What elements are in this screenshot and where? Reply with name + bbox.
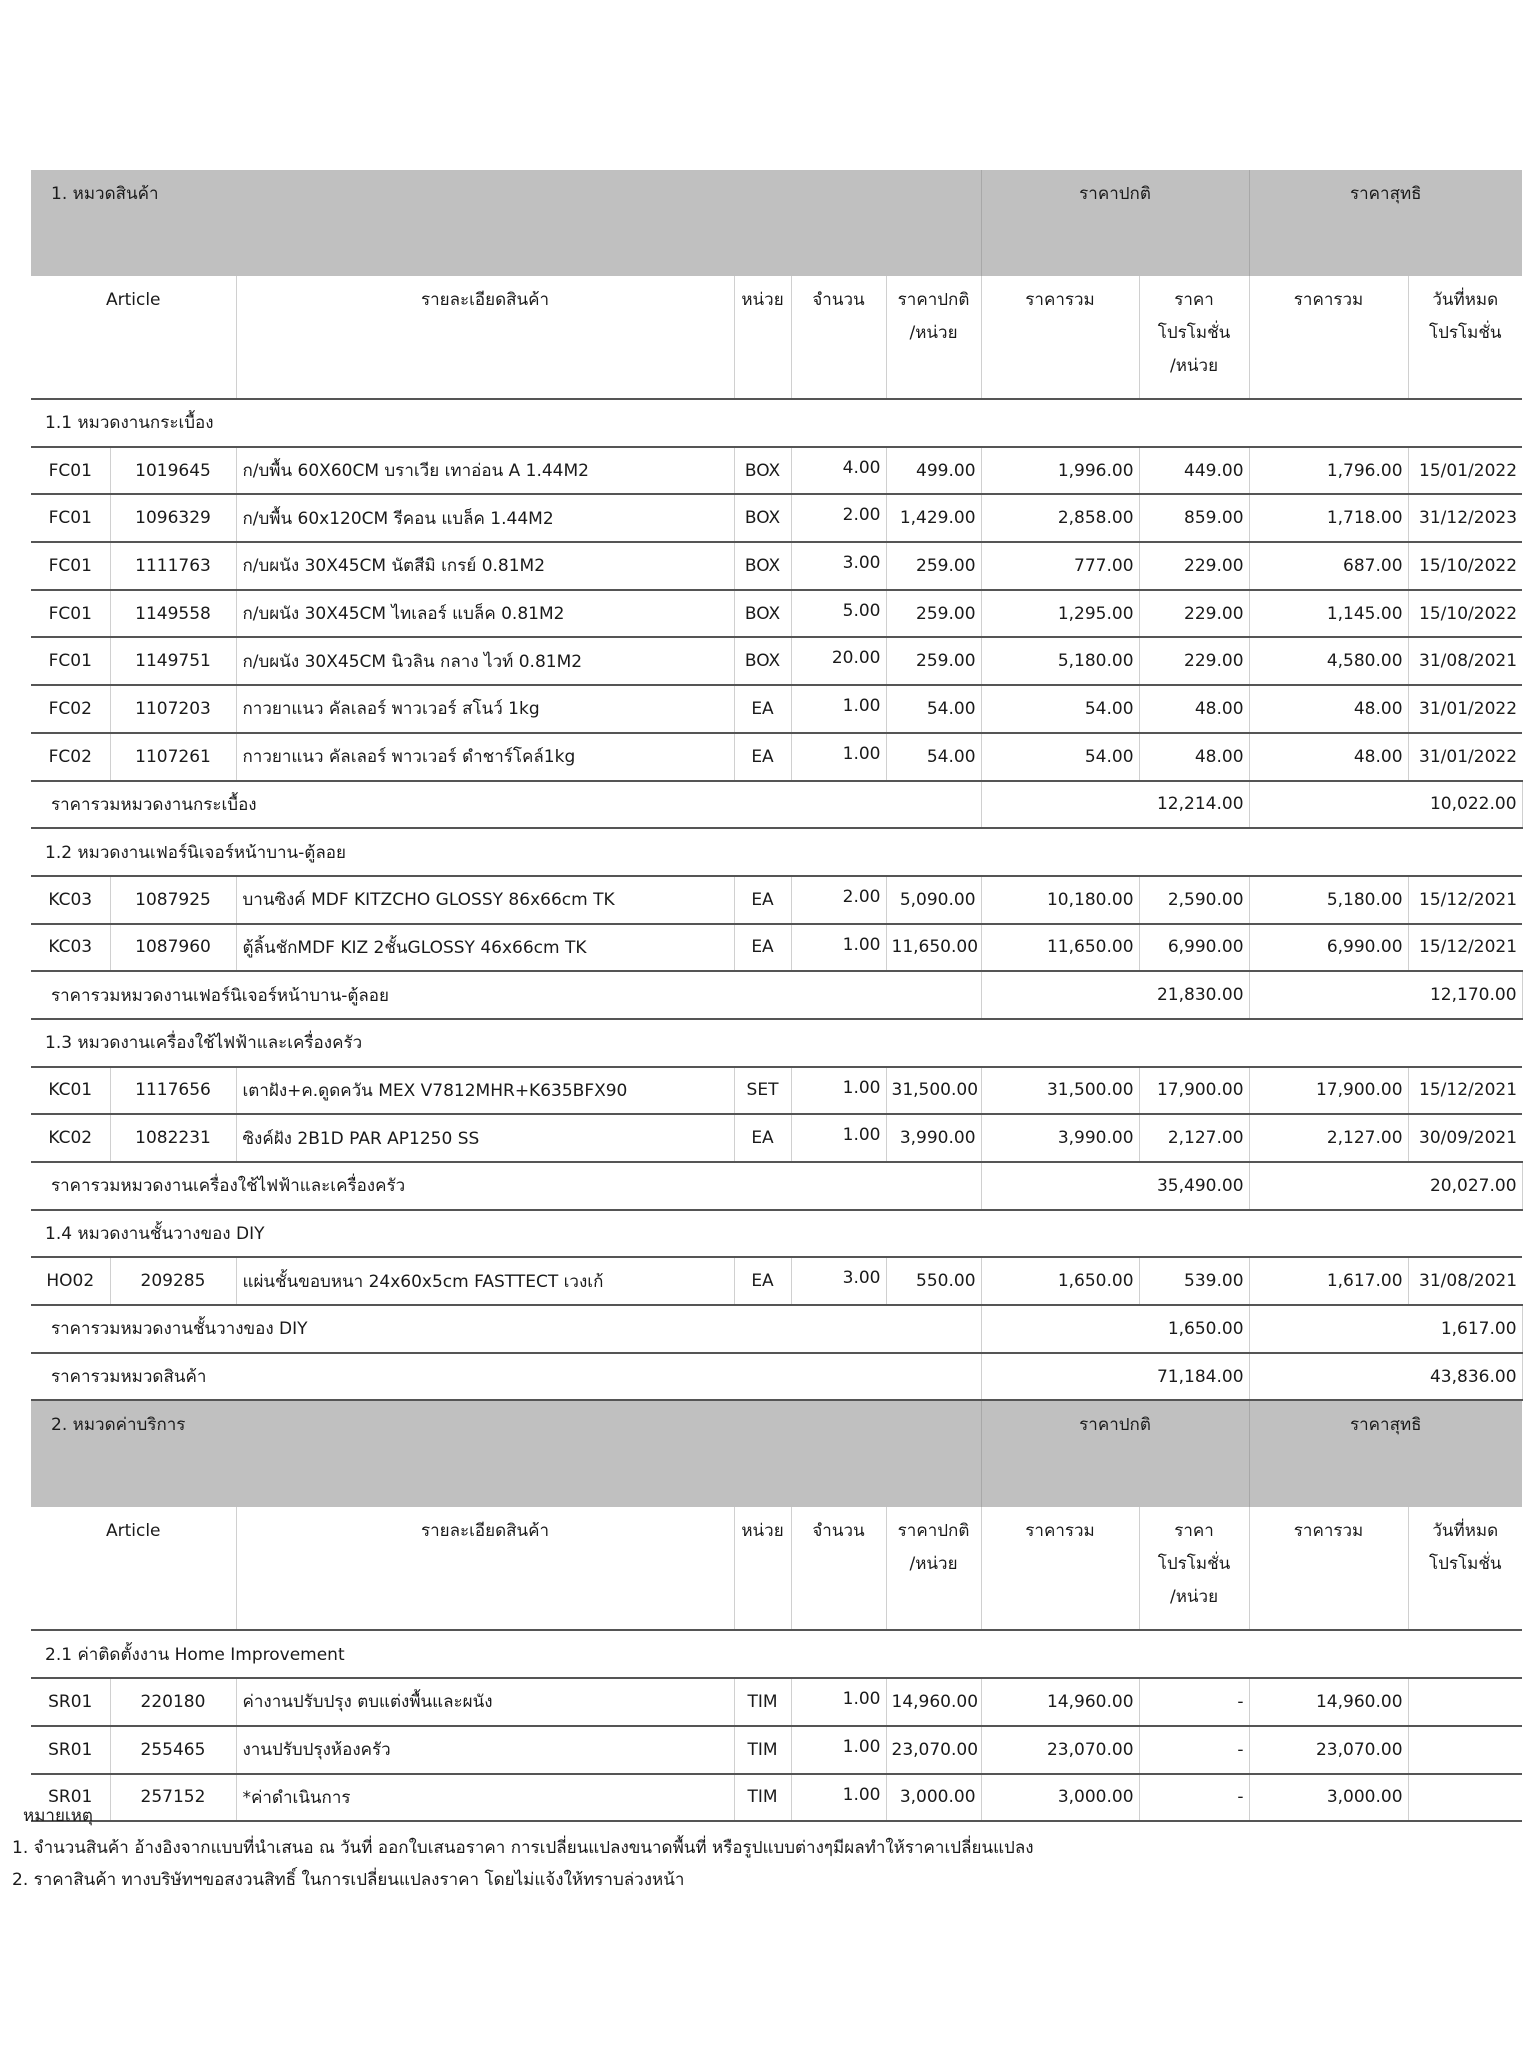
col-unit-price-text: /หน่วย (909, 323, 958, 343)
col-promo-end (1408, 1507, 1522, 1630)
item-article: 255465 (110, 1726, 236, 1774)
item-code: HO02 (31, 1257, 110, 1305)
item-description: ก/บพื้น 60x120CM รีคอน แบล็ค 1.44M2 (236, 494, 734, 542)
item-unit-price: 259.00 (886, 590, 981, 638)
col-promo-end-text: วันที่หมด (1432, 1521, 1499, 1542)
col-unit-price-text: ราคาปกติ (897, 1521, 970, 1542)
grand-total-label: ราคารวมหมวดสินค้า (31, 1353, 981, 1401)
col-quantity-text: จำนวน (812, 290, 865, 310)
subtotal-row (31, 1305, 1522, 1353)
item-promo-price: - (1139, 1678, 1249, 1726)
item-promo-price: - (1139, 1774, 1249, 1822)
item-description: งานปรับปรุงห้องครัว (236, 1726, 734, 1774)
item-net-total: 1,617.00 (1249, 1257, 1408, 1305)
section-header (31, 170, 1522, 276)
subgroup-header (31, 1630, 1522, 1678)
item-code: FC01 (31, 542, 110, 590)
grand-total-row (31, 1353, 1522, 1401)
item-total: 3,000.00 (981, 1774, 1139, 1822)
subgroup-header (31, 1019, 1522, 1067)
subgroup-header (31, 399, 1522, 447)
item-article: 1107261 (110, 733, 236, 781)
table-row (31, 542, 1522, 590)
item-unit-price: 259.00 (886, 542, 981, 590)
subtotal-row (31, 1162, 1522, 1210)
col-unit-price-text: /หน่วย (909, 1554, 958, 1575)
item-net-total: 48.00 (1249, 685, 1408, 733)
quotation-table (31, 170, 1522, 1822)
item-description: แผ่นชั้นขอบหนา 24x60x5cm FASTTECT เวงเก้ (236, 1257, 734, 1305)
item-total: 54.00 (981, 685, 1139, 733)
item-unit: BOX (734, 542, 791, 590)
item-code: KC03 (31, 876, 110, 924)
item-promo-price: 229.00 (1139, 637, 1249, 685)
item-promo-price: 17,900.00 (1139, 1067, 1249, 1115)
item-unit-price: 54.00 (886, 733, 981, 781)
item-promo-end (1408, 1678, 1522, 1726)
item-unit: EA (734, 876, 791, 924)
table-row (31, 1257, 1522, 1305)
col-quantity-text: จำนวน (812, 1521, 865, 1542)
item-unit: SET (734, 1067, 791, 1115)
item-quantity: 2.00 (791, 494, 886, 542)
col-promo-end-text: โปรโมชั่น (1428, 323, 1502, 343)
item-quantity: 1.00 (791, 1774, 886, 1822)
section-title: 2. หมวดค่าบริการ (31, 1400, 981, 1507)
item-unit: EA (734, 1114, 791, 1162)
subgroup-title: 1.4 หมวดงานชั้นวางของ DIY (31, 1210, 1522, 1258)
item-unit-price: 1,429.00 (886, 494, 981, 542)
item-promo-end: 15/12/2021 (1408, 876, 1522, 924)
item-code: FC02 (31, 685, 110, 733)
item-total: 3,990.00 (981, 1114, 1139, 1162)
item-quantity: 5.00 (791, 590, 886, 638)
item-description: กาวยาแนว คัลเลอร์ พาวเวอร์ สโนว์ 1kg (236, 685, 734, 733)
item-code: KC01 (31, 1067, 110, 1115)
note-line: 2. ราคาสินค้า ทางบริษัทฯขอสงวนสิทธิ์ ในการเปลี่ยนแปลงราคา โดยไม่แจ้งให้ทราบล่วงหน้า (12, 1870, 685, 1890)
item-description: ก/บผนัง 30X45CM นิวลิน กลาง ไวท์ 0.81M2 (236, 637, 734, 685)
col-total-text: ราคารวม (1025, 290, 1095, 310)
item-article: 1107203 (110, 685, 236, 733)
subtotal-net: 1,617.00 (1249, 1305, 1522, 1353)
item-promo-price: 449.00 (1139, 447, 1249, 495)
item-description: ซิงค์ฝัง 2B1D PAR AP1250 SS (236, 1114, 734, 1162)
notes-title: หมายเหตุ (23, 1806, 93, 1826)
table-row (31, 1114, 1522, 1162)
col-description (236, 1507, 734, 1630)
subtotal-label: ราคารวมหมวดงานกระเบื้อง (31, 781, 981, 829)
item-description: ตู้ลิ้นชักMDF KIZ 2ชั้นGLOSSY 46x66cm TK (236, 924, 734, 972)
subtotal-normal: 1,650.00 (981, 1305, 1249, 1353)
item-total: 2,858.00 (981, 494, 1139, 542)
item-total: 54.00 (981, 733, 1139, 781)
notes (0, 1800, 1536, 1896)
item-unit: EA (734, 685, 791, 733)
item-unit: TIM (734, 1726, 791, 1774)
item-code: FC01 (31, 447, 110, 495)
item-unit-price: 3,990.00 (886, 1114, 981, 1162)
item-net-total: 5,180.00 (1249, 876, 1408, 924)
col-promo-price-text: โปรโมชั่น (1157, 1554, 1231, 1575)
col-unit-price-text: ราคาปกติ (897, 290, 970, 310)
table-row (31, 494, 1522, 542)
col-net-total-text: ราคารวม (1293, 290, 1364, 310)
item-promo-end (1408, 1726, 1522, 1774)
table-row (31, 876, 1522, 924)
item-unit: BOX (734, 590, 791, 638)
item-article: 1149751 (110, 637, 236, 685)
item-promo-price: 48.00 (1139, 685, 1249, 733)
col-promo-price-text: /หน่วย (1169, 1587, 1219, 1608)
col-article-text: Article (105, 290, 161, 310)
net-price-group-header: ราคาสุทธิ (1249, 1400, 1522, 1507)
item-quantity: 1.00 (791, 924, 886, 972)
note-line: 1. จำนวนสินค้า อ้างอิงจากแบบที่นำเสนอ ณ วันที่ ออกใบเสนอราคา การเปลี่ยนแปลงขนาดพื้นที่ หรือรูปแบบต่างๆมีผลทำให้ราคาเปลี่ยนแปลง (12, 1838, 1034, 1858)
item-description: กาวยาแนว คัลเลอร์ พาวเวอร์ ดำชาร์โคล์1kg (236, 733, 734, 781)
section-header (31, 1400, 1522, 1507)
item-article: 1087960 (110, 924, 236, 972)
col-promo-price-text: ราคา (1174, 290, 1214, 310)
item-description: เตาฝัง+ค.ดูดควัน MEX V7812MHR+K635BFX90 (236, 1067, 734, 1115)
item-unit-price: 11,650.00 (886, 924, 981, 972)
col-promo-price-text: โปรโมชั่น (1157, 323, 1231, 343)
item-promo-end: 15/10/2022 (1408, 590, 1522, 638)
subgroup-title: 1.3 หมวดงานเครื่องใช้ไฟฟ้าและเครื่องครัว (31, 1019, 1522, 1067)
item-promo-price: 539.00 (1139, 1257, 1249, 1305)
normal-price-group-header: ราคาปกติ (981, 170, 1249, 276)
item-description: ค่างานปรับปรุง ตบแต่งพื้นและผนัง (236, 1678, 734, 1726)
col-promo-price-text: ราคา (1174, 1521, 1214, 1542)
col-total (981, 1507, 1139, 1630)
normal-price-group-header: ราคาปกติ (981, 1400, 1249, 1507)
item-unit: BOX (734, 637, 791, 685)
item-quantity: 1.00 (791, 1114, 886, 1162)
item-quantity: 1.00 (791, 1067, 886, 1115)
item-total: 5,180.00 (981, 637, 1139, 685)
grand-total-net: 43,836.00 (1249, 1353, 1522, 1401)
col-quantity (791, 276, 886, 399)
subgroup-header (31, 1210, 1522, 1258)
item-quantity: 1.00 (791, 1726, 886, 1774)
item-article: 1096329 (110, 494, 236, 542)
item-net-total: 687.00 (1249, 542, 1408, 590)
item-unit-price: 31,500.00 (886, 1067, 981, 1115)
item-total: 1,996.00 (981, 447, 1139, 495)
col-promo-price (1139, 276, 1249, 399)
item-quantity: 3.00 (791, 542, 886, 590)
item-promo-end: 15/12/2021 (1408, 1067, 1522, 1115)
item-unit-price: 5,090.00 (886, 876, 981, 924)
item-quantity: 1.00 (791, 1678, 886, 1726)
item-quantity: 1.00 (791, 733, 886, 781)
item-promo-end: 15/12/2021 (1408, 924, 1522, 972)
subtotal-label: ราคารวมหมวดงานเฟอร์นิเจอร์หน้าบาน-ตู้ลอย (31, 971, 981, 1019)
grand-total-normal: 71,184.00 (981, 1353, 1249, 1401)
col-unit (734, 276, 791, 399)
col-article (31, 1507, 236, 1630)
col-promo-end (1408, 276, 1522, 399)
item-description: บานซิงค์ MDF KITZCHO GLOSSY 86x66cm TK (236, 876, 734, 924)
item-quantity: 2.00 (791, 876, 886, 924)
item-unit: EA (734, 924, 791, 972)
item-net-total: 4,580.00 (1249, 637, 1408, 685)
item-net-total: 48.00 (1249, 733, 1408, 781)
item-total: 11,650.00 (981, 924, 1139, 972)
col-net-total (1249, 276, 1408, 399)
item-article: 257152 (110, 1774, 236, 1822)
item-unit-price: 54.00 (886, 685, 981, 733)
col-quantity (791, 1507, 886, 1630)
table-row (31, 733, 1522, 781)
item-promo-end: 31/08/2021 (1408, 637, 1522, 685)
item-code: KC03 (31, 924, 110, 972)
item-unit: EA (734, 733, 791, 781)
item-promo-price: 2,127.00 (1139, 1114, 1249, 1162)
item-promo-end: 15/10/2022 (1408, 542, 1522, 590)
net-price-group-header: ราคาสุทธิ (1249, 170, 1522, 276)
item-quantity: 20.00 (791, 637, 886, 685)
item-net-total: 3,000.00 (1249, 1774, 1408, 1822)
item-total: 1,295.00 (981, 590, 1139, 638)
column-header-row (31, 276, 1522, 399)
item-article: 209285 (110, 1257, 236, 1305)
item-unit-price: 550.00 (886, 1257, 981, 1305)
item-code: FC01 (31, 590, 110, 638)
col-article-text: Article (105, 1521, 161, 1542)
item-net-total: 6,990.00 (1249, 924, 1408, 972)
item-description: ก/บผนัง 30X45CM นัตสีมิ เกรย์ 0.81M2 (236, 542, 734, 590)
item-description: ก/บพื้น 60X60CM บราเวีย เทาอ่อน A 1.44M2 (236, 447, 734, 495)
item-unit: EA (734, 1257, 791, 1305)
col-description-text: รายละเอียดสินค้า (420, 1521, 550, 1542)
item-unit: BOX (734, 494, 791, 542)
item-net-total: 23,070.00 (1249, 1726, 1408, 1774)
item-article: 220180 (110, 1678, 236, 1726)
item-code: FC01 (31, 494, 110, 542)
item-total: 1,650.00 (981, 1257, 1139, 1305)
col-promo-end-text: วันที่หมด (1432, 290, 1499, 310)
col-unit-text: หน่วย (741, 1521, 784, 1542)
item-promo-price: - (1139, 1726, 1249, 1774)
col-net-total-text: ราคารวม (1293, 1521, 1364, 1542)
item-promo-end: 30/09/2021 (1408, 1114, 1522, 1162)
subgroup-header (31, 828, 1522, 876)
table-row (31, 1678, 1522, 1726)
subtotal-net: 12,170.00 (1249, 971, 1522, 1019)
item-unit-price: 3,000.00 (886, 1774, 981, 1822)
item-total: 777.00 (981, 542, 1139, 590)
table-row (31, 924, 1522, 972)
table-row (31, 1726, 1522, 1774)
col-promo-price (1139, 1507, 1249, 1630)
col-unit-price (886, 1507, 981, 1630)
subtotal-row (31, 781, 1522, 829)
table-row (31, 590, 1522, 638)
col-article (31, 276, 236, 399)
col-description (236, 276, 734, 399)
item-code: FC02 (31, 733, 110, 781)
item-net-total: 1,718.00 (1249, 494, 1408, 542)
item-net-total: 1,796.00 (1249, 447, 1408, 495)
item-code: SR01 (31, 1726, 110, 1774)
item-net-total: 17,900.00 (1249, 1067, 1408, 1115)
item-total: 31,500.00 (981, 1067, 1139, 1115)
item-promo-price: 229.00 (1139, 590, 1249, 638)
item-article: 1117656 (110, 1067, 236, 1115)
col-unit-price (886, 276, 981, 399)
item-promo-end: 31/12/2023 (1408, 494, 1522, 542)
item-article: 1149558 (110, 590, 236, 638)
item-net-total: 14,960.00 (1249, 1678, 1408, 1726)
item-promo-end: 31/01/2022 (1408, 733, 1522, 781)
table-row (31, 447, 1522, 495)
item-article: 1082231 (110, 1114, 236, 1162)
subtotal-label: ราคารวมหมวดงานเครื่องใช้ไฟฟ้าและเครื่องครัว (31, 1162, 981, 1210)
subtotal-label: ราคารวมหมวดงานชั้นวางของ DIY (31, 1305, 981, 1353)
item-promo-end: 31/08/2021 (1408, 1257, 1522, 1305)
subtotal-net: 20,027.00 (1249, 1162, 1522, 1210)
item-description: ก/บผนัง 30X45CM ไทเลอร์ แบล็ค 0.81M2 (236, 590, 734, 638)
item-total: 23,070.00 (981, 1726, 1139, 1774)
table-row (31, 685, 1522, 733)
col-promo-end-text: โปรโมชั่น (1428, 1554, 1502, 1575)
subtotal-normal: 21,830.00 (981, 971, 1249, 1019)
item-article: 1087925 (110, 876, 236, 924)
item-promo-price: 48.00 (1139, 733, 1249, 781)
item-description: *ค่าดำเนินการ (236, 1774, 734, 1822)
item-unit: BOX (734, 447, 791, 495)
item-total: 14,960.00 (981, 1678, 1139, 1726)
item-unit: TIM (734, 1678, 791, 1726)
item-code: FC01 (31, 637, 110, 685)
item-net-total: 2,127.00 (1249, 1114, 1408, 1162)
item-total: 10,180.00 (981, 876, 1139, 924)
subgroup-title: 1.2 หมวดงานเฟอร์นิเจอร์หน้าบาน-ตู้ลอย (31, 828, 1522, 876)
item-unit-price: 14,960.00 (886, 1678, 981, 1726)
item-quantity: 4.00 (791, 447, 886, 495)
col-description-text: รายละเอียดสินค้า (420, 290, 550, 310)
item-promo-price: 229.00 (1139, 542, 1249, 590)
item-unit-price: 259.00 (886, 637, 981, 685)
subtotal-row (31, 971, 1522, 1019)
table-row (31, 1067, 1522, 1115)
col-total-text: ราคารวม (1025, 1521, 1095, 1542)
item-unit-price: 499.00 (886, 447, 981, 495)
item-promo-price: 859.00 (1139, 494, 1249, 542)
col-total (981, 276, 1139, 399)
quotation-document (31, 170, 1522, 1822)
col-promo-price-text: /หน่วย (1169, 356, 1219, 376)
item-code: SR01 (31, 1774, 110, 1822)
item-quantity: 1.00 (791, 685, 886, 733)
item-code: KC02 (31, 1114, 110, 1162)
item-promo-price: 6,990.00 (1139, 924, 1249, 972)
item-promo-end: 15/01/2022 (1408, 447, 1522, 495)
col-unit-text: หน่วย (741, 290, 784, 310)
item-quantity: 3.00 (791, 1257, 886, 1305)
item-article: 1019645 (110, 447, 236, 495)
item-net-total: 1,145.00 (1249, 590, 1408, 638)
column-header-row (31, 1507, 1522, 1630)
subtotal-net: 10,022.00 (1249, 781, 1522, 829)
item-promo-end: 31/01/2022 (1408, 685, 1522, 733)
subgroup-title: 1.1 หมวดงานกระเบื้อง (31, 399, 1522, 447)
item-promo-price: 2,590.00 (1139, 876, 1249, 924)
col-net-total (1249, 1507, 1408, 1630)
table-row (31, 637, 1522, 685)
item-code: SR01 (31, 1678, 110, 1726)
subtotal-normal: 12,214.00 (981, 781, 1249, 829)
col-unit (734, 1507, 791, 1630)
subtotal-normal: 35,490.00 (981, 1162, 1249, 1210)
item-unit-price: 23,070.00 (886, 1726, 981, 1774)
subgroup-title: 2.1 ค่าติดตั้งงาน Home Improvement (31, 1630, 1522, 1678)
item-unit: TIM (734, 1774, 791, 1822)
item-article: 1111763 (110, 542, 236, 590)
section-title: 1. หมวดสินค้า (31, 170, 981, 276)
